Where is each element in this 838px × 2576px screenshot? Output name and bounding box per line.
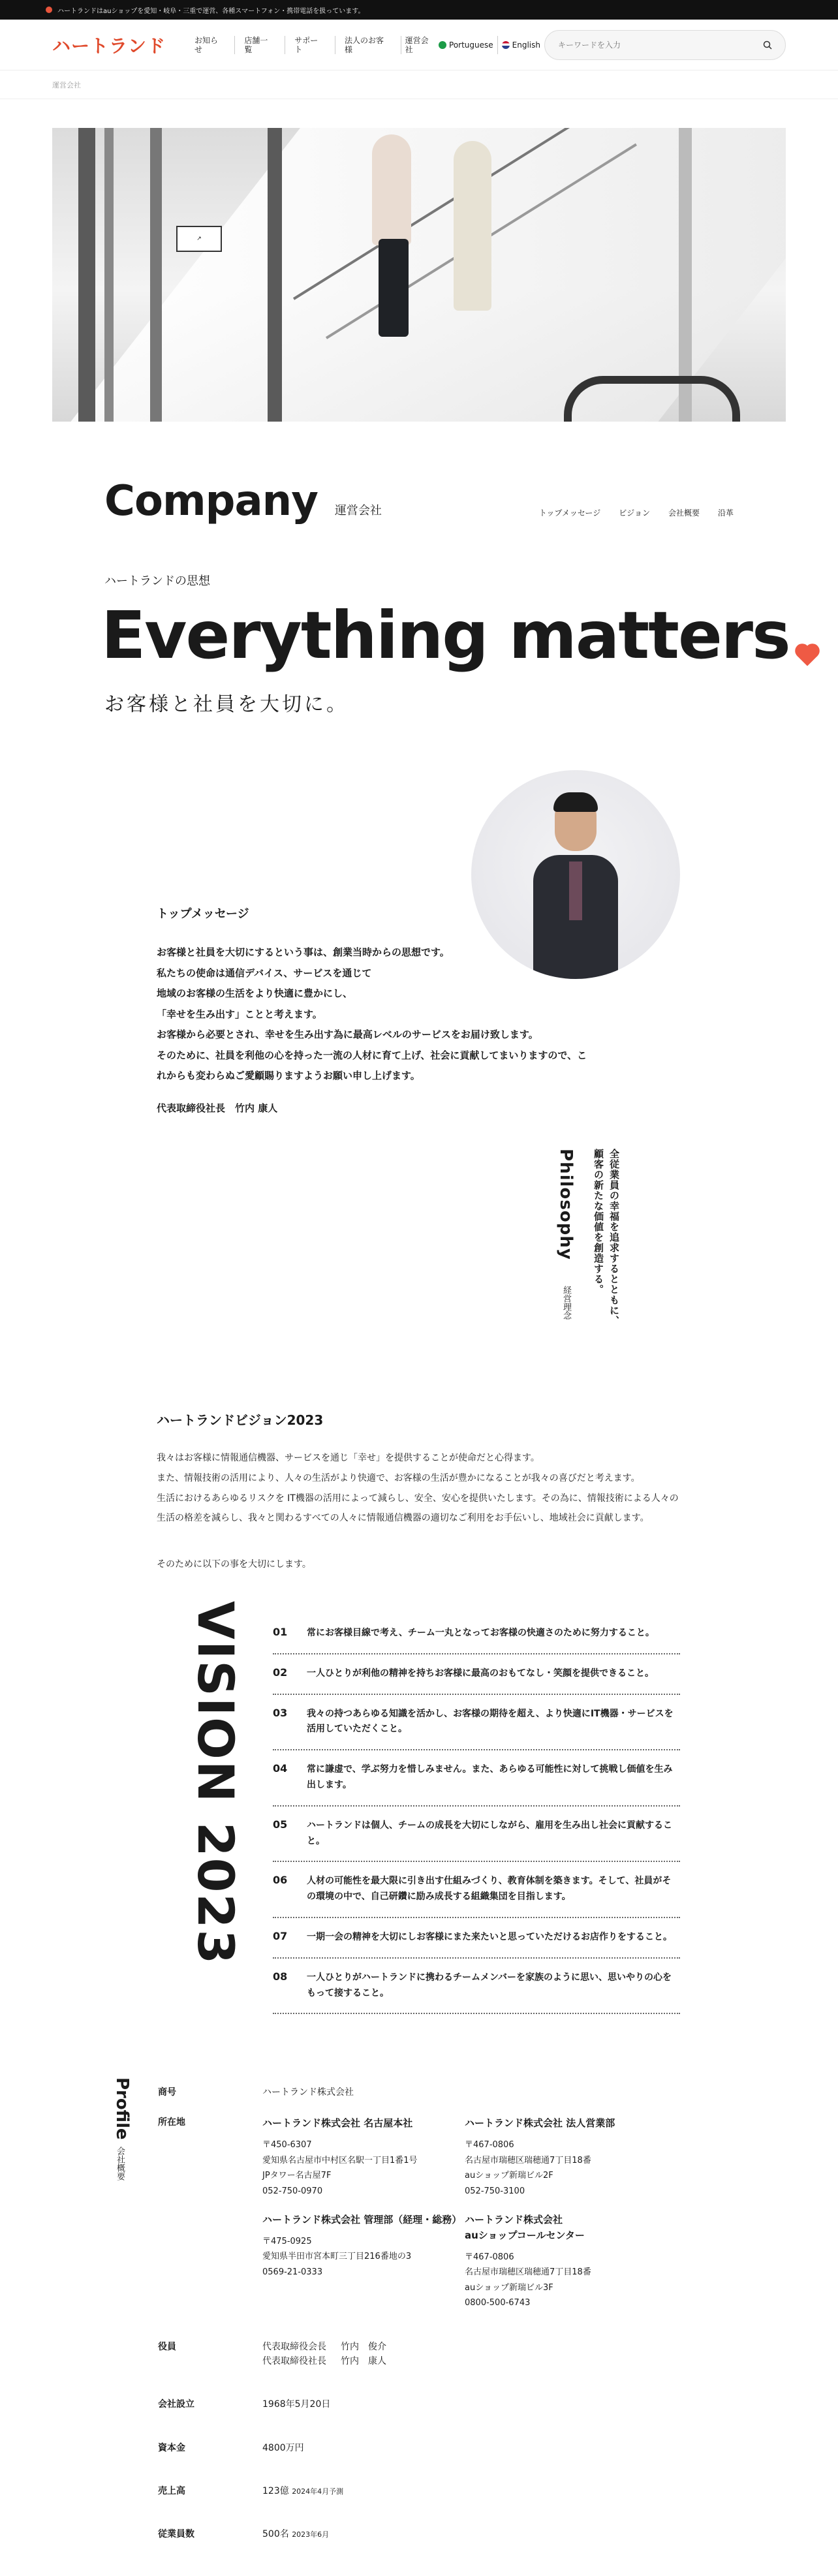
officer-role: 代表取締役社長 [262, 2355, 326, 2367]
tagline: お客様と社員を大切に。 [104, 693, 349, 716]
lang-portuguese[interactable]: Portuguese [449, 40, 493, 50]
nav-news[interactable]: お知らせ [185, 36, 235, 54]
employees-note: 2023年6月 [292, 2530, 330, 2539]
philosophy-title: Philosophy [556, 1149, 576, 1260]
philosophy-subtitle: 経営理念 [561, 1286, 571, 1320]
vision-intro [157, 1410, 681, 1575]
anchor-nav [539, 507, 734, 518]
page-title: Company [104, 477, 318, 525]
officer [262, 2354, 680, 2368]
top-notice-text: ハートランドはauショップを愛知・岐阜・三重で運営、各種スマートフォン・携帯電話を扱っています。 [57, 7, 365, 15]
vision-text: 我々の持つあらゆる知識を活かし、お客様の期待を超え、より快適にIT機器・サービスを活用していただくこと。 [307, 1708, 674, 1735]
heart-icon [797, 645, 817, 666]
officer [262, 2340, 680, 2354]
vision-number: 05 [273, 1818, 288, 1831]
anchor-vision[interactable]: ビジョン [619, 508, 650, 518]
vision-text: 常に謙虚で、学ぶ努力を惜しみません。また、あらゆる可能性に対して挑戦し価値を生み出します。 [307, 1764, 673, 1790]
office-phone[interactable]: 0569-21-0333 [262, 2267, 323, 2277]
site-header [0, 20, 838, 70]
vision-item [273, 1807, 680, 1863]
office-grid [262, 2115, 680, 2310]
vision-item [273, 1654, 680, 1695]
vision-item [273, 1695, 680, 1751]
office-line: 〒467-0806 [465, 2252, 514, 2262]
profile-value: ハートランド株式会社 [262, 2087, 354, 2098]
vision-number: 04 [273, 1762, 288, 1775]
officer-role: 代表取締役会長 [262, 2341, 326, 2352]
message-line: 地域のお客様の生活をより快適に豊かにし、 [157, 987, 353, 999]
lang-english-link[interactable] [498, 40, 544, 50]
person-figure [372, 134, 411, 245]
office-line: 〒475-0925 [262, 2236, 312, 2246]
message-line: そのために、社員を利他の心を持った一流の人材に育て上げ、社会に貢献してまいりますので、こ [157, 1049, 587, 1061]
search-icon[interactable] [763, 40, 772, 50]
profile-subtitle: 会社概要 [115, 2146, 125, 2180]
message-line: お客様と社員を大切にするという事は、創業当時からの思想です。 [157, 946, 450, 958]
office-line: auショップ新瑞ビル3F [465, 2282, 553, 2293]
vision-list-section [0, 1601, 838, 2058]
vision-number: 03 [273, 1706, 288, 1719]
lang-english: English [512, 40, 540, 50]
vision-text: ハートランドは個人、チームの成長を大切にしながら、雇用を生み出し社会に貢献すること。 [307, 1820, 672, 1846]
message-line: れからも変わらぬご愛顧賜りますようお願い申し上げます。 [157, 1070, 420, 1081]
message-line: お客様から必要とされ、幸せを生み出す為に最高レベルのサービスをお届け致します。 [157, 1029, 538, 1040]
search-input[interactable] [558, 40, 763, 50]
profile-section [0, 2077, 838, 2576]
message-line: 私たちの使命は通信デバイス、サービスを通じて [157, 967, 372, 979]
profile-row [158, 2476, 680, 2506]
profile-row [158, 2107, 680, 2318]
vision-list [273, 1614, 680, 2014]
brazil-flag-icon [439, 41, 446, 49]
top-notice-bar [0, 0, 838, 20]
office-line: 名古屋市瑞穂区瑞穂通7丁目18番 [465, 2155, 591, 2165]
profile-key: 役員 [158, 2341, 176, 2352]
profile-value: 4800万円 [262, 2442, 304, 2453]
hero-image [52, 128, 786, 422]
philosophy-line: 顧客の新たな価値を創造する。 [593, 1149, 604, 1295]
pillar [104, 128, 114, 422]
vision-item [273, 1750, 680, 1807]
vision-paragraph-line: 我々はお客様に情報通信機器、サービスを通じ「幸せ」を提供することが使命だと心得ます。 [157, 1453, 540, 1463]
office-name: ハートランド株式会社 名古屋本社 [262, 2117, 413, 2130]
sales-value: 123億 [262, 2486, 289, 2497]
office-line: 名古屋市瑞穂区瑞穂通7丁目18番 [465, 2267, 591, 2278]
office-block [465, 2115, 667, 2199]
chair-shape [564, 376, 740, 422]
officer-name: 竹内 俊介 [341, 2341, 386, 2352]
office-name: ハートランド株式会社 管理部（経理・総務） [262, 2213, 462, 2226]
vision-item [273, 1862, 680, 1918]
nav-support[interactable]: サポート [285, 36, 335, 54]
vision-item [273, 1959, 680, 2015]
top-message-section [0, 770, 838, 1136]
vision-item [273, 1918, 680, 1959]
vision-paragraph-line: 生活におけるあらゆるリスクを IT機器の活用によって減らし、安全、安心を提供いたします。その為に、情報技術による人々の [157, 1493, 679, 1504]
sales-note: 2024年4月予測 [292, 2487, 344, 2496]
anchor-top-message[interactable]: トップメッセージ [538, 508, 601, 518]
vision-text: 一人ひとりがハートランドに携わるチームメンバーを家族のように思い、思いやりの心をもって接すること。 [307, 1972, 672, 1998]
profile-row [158, 2519, 680, 2549]
office-line: JPタワー名古屋7F [262, 2171, 332, 2181]
profile-key: 商号 [158, 2087, 176, 2098]
officer-name: 竹内 康人 [341, 2355, 386, 2367]
vision-number: 08 [273, 1970, 288, 1983]
philosophy-text [591, 1149, 622, 1326]
office-phone[interactable]: 052-750-3100 [465, 2186, 525, 2196]
vision-paragraph-line: 生活の格差を減らし、我々と関わるすべての人々に情報通信機器の適切なご利用をお手伝いし、地域社会に貢献します。 [157, 1513, 649, 1524]
slogan-text: Everything matters [101, 597, 790, 674]
office-line: 〒467-0806 [465, 2140, 514, 2150]
portrait-hair [553, 792, 598, 812]
site-logo[interactable]: ハートランド [52, 35, 166, 57]
profile-value [262, 2527, 680, 2541]
vision-text: 常にお客様目線で考え、チーム一丸となってお客様の快適さのために努力すること。 [307, 1627, 655, 1638]
global-nav [185, 36, 544, 54]
nav-company-label: 運営会社 [405, 35, 429, 54]
profile-key: 売上高 [158, 2486, 185, 2497]
brand-dot-icon [46, 7, 52, 13]
vision-text: 一人ひとりが利他の精神を持ちお客様に最高のおもてなし・笑顔を提供できること。 [307, 1668, 654, 1679]
profile-key: 会社設立 [158, 2399, 194, 2410]
vision-number: 07 [273, 1929, 288, 1942]
profile-value: 1968年5月20日 [262, 2399, 331, 2410]
nav-stores[interactable]: 店舗一覧 [235, 36, 285, 54]
vision-paragraph-line: また、情報技術の活用により、人々の生活がより快適で、お客様の生活が豊かになることが我々の喜びだと考えます。 [157, 1472, 640, 1483]
profile-key: 従業員数 [158, 2529, 194, 2540]
pillar [78, 128, 95, 422]
breadcrumb[interactable]: 運営会社 [0, 70, 838, 99]
office-block [465, 2212, 667, 2311]
office-phone[interactable]: 052-750-0970 [262, 2186, 323, 2196]
profile-row [158, 2077, 680, 2107]
vision-heading: ハートランドビジョン2023 [157, 1412, 324, 1428]
nav-company[interactable] [401, 36, 498, 54]
profile-table [158, 2077, 680, 2550]
vision-item [273, 1614, 680, 1654]
profile-value [262, 2484, 680, 2498]
office-line: 愛知県名古屋市中村区名駅一丁目1番1号 [262, 2155, 418, 2165]
office-block [262, 2115, 465, 2199]
person-figure [379, 239, 409, 337]
vision-text: 一期一会の精神を大切にしお客様にまた来たいと思っていただけるお店作りをすること。 [307, 1931, 672, 1942]
vision-number: 02 [273, 1666, 288, 1679]
message-line: 「幸せを生み出す」ことと考えます。 [157, 1008, 322, 1020]
profile-key: 資本金 [158, 2442, 185, 2453]
pillar [268, 128, 282, 422]
office-line: auショップ新瑞ビル2F [465, 2171, 553, 2181]
philosophy-line: 全従業員の幸福を追求するとともに、 [608, 1149, 620, 1326]
office-block [262, 2212, 465, 2311]
vision-number: 06 [273, 1874, 288, 1887]
employees-value: 500名 [262, 2529, 289, 2540]
anchor-history[interactable]: 沿革 [717, 508, 734, 518]
profile-row [158, 2389, 680, 2419]
message-signature: 代表取締役社長 竹内 康人 [157, 1102, 278, 1114]
top-message [157, 905, 613, 1115]
page-subtitle: 運営会社 [334, 504, 382, 518]
nav-business[interactable]: 法人のお客様 [335, 36, 401, 54]
vision-then: そのために以下の事を大切にします。 [157, 1559, 311, 1570]
usa-flag-icon [502, 41, 510, 49]
search-box [544, 30, 786, 60]
vision-title: VISION 2023 [187, 1600, 245, 1966]
top-message-heading: トップメッセージ [157, 907, 249, 921]
anchor-profile[interactable]: 会社概要 [668, 508, 700, 518]
philosophy-label: ハートランドの思想 [104, 574, 210, 588]
profile-key: 所在地 [158, 2117, 185, 2128]
office-line: 愛知県半田市宮本町三丁目216番地の3 [262, 2252, 412, 2262]
company-heading-row [104, 477, 734, 525]
profile-row [158, 2433, 680, 2463]
person-figure [454, 141, 491, 311]
officer-list [262, 2340, 680, 2369]
vision-text: 人材の可能性を最大限に引き出す仕組みづくり、教育体制を築きます。そして、社員がその環境の中で、自己研鑽に励み成長する組織集団を目指します。 [307, 1876, 672, 1902]
office-name: ハートランド株式会社 法人営業部 [465, 2117, 615, 2130]
profile-title: Profile [112, 2077, 132, 2140]
profile-row [158, 2332, 680, 2377]
exit-sign: ↗ [176, 226, 222, 252]
pillar [150, 128, 162, 422]
philosophy-section [0, 1149, 838, 1410]
vision-number: 01 [273, 1625, 288, 1638]
office-line: 〒450-6307 [262, 2140, 312, 2150]
office-name: ハートランド株式会社 auショップコールセンター [465, 2213, 585, 2241]
slogan-heading [101, 597, 790, 674]
office-phone[interactable]: 0800-500-6743 [465, 2298, 531, 2308]
